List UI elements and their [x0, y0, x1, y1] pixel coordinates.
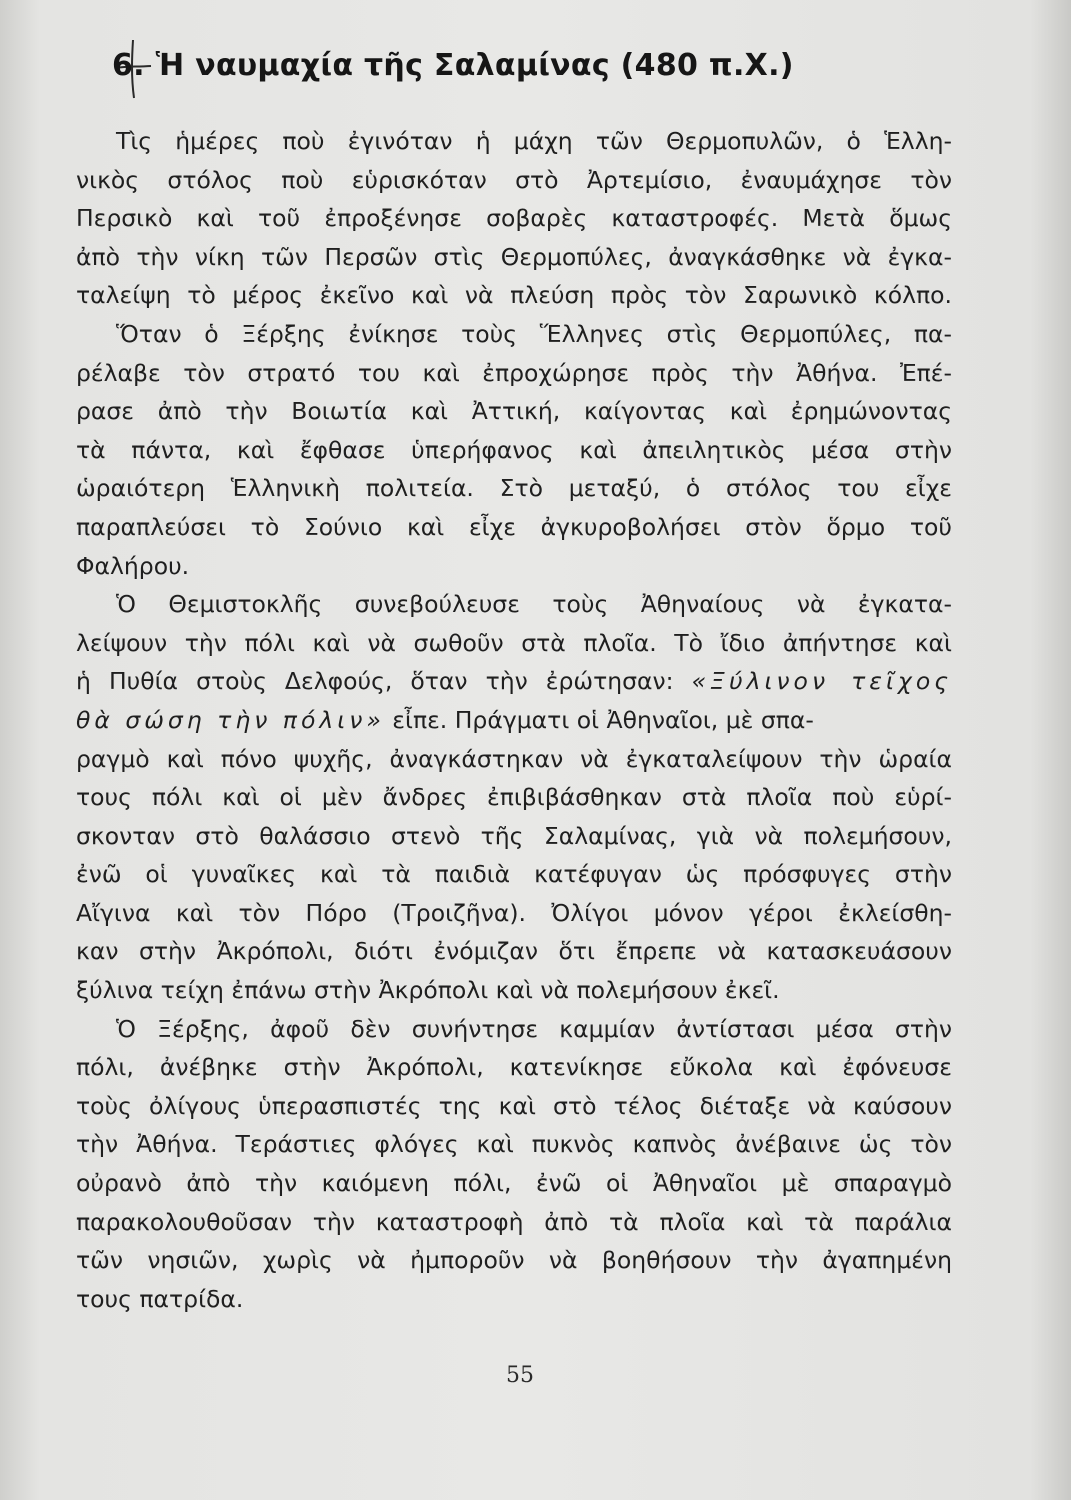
- text-line: ὡραιότερη Ἑλληνικὴ πολιτεία. Στὸ μεταξύ, ὁ στόλος του εἶχε: [76, 474, 952, 503]
- text-line: Τὶς ἡμέρες ποὺ ἐγινόταν ἡ μάχη τῶν Θερμοπυλῶν, ὁ Ἑλλη-: [116, 127, 952, 155]
- text-line: Ὅταν ὁ Ξέρξης ἐνίκησε τοὺς Ἕλληνες στὶς Θερμοπύλες, πα-: [116, 319, 952, 348]
- text-line: ἀπὸ τὴν νίκη τῶν Περσῶν στὶς Θερμοπύλες, ἀναγκάσθηκε νὰ ἐγκα-: [76, 242, 952, 271]
- text-line: Ὁ Θεμιστοκλῆς συνεβούλευσε τοὺς Ἀθηναίους νὰ ἐγκατα-: [116, 590, 952, 619]
- text-line: νικὸς στόλος ποὺ εὑρισκόταν στὸ Ἀρτεμίσιο, ἐναυμάχησε τὸν: [76, 165, 952, 194]
- text-fragment: ἡ Πυθία στοὺς Δελφούς, ὅταν τὴν ἐρώτησαν:: [76, 667, 674, 696]
- text-line: τὴν Ἀθήνα. Τεράστιες φλόγες καὶ πυκνὸς καπνὸς ἀνέβαινε ὡς τὸν: [76, 1130, 952, 1159]
- text-line: τους πατρίδα.: [76, 1284, 244, 1313]
- section-title: Ἡ ναυμαχία τῆς Σαλαμίνας (480 π.Χ.): [155, 48, 794, 83]
- oracle-quote-end: θὰ σώση τὴν πόλιν»: [76, 705, 385, 734]
- section-heading: [112, 48, 794, 83]
- text-line: τοὺς ὀλίγους ὑπερασπιστές της καὶ στὸ τέλος διέταξε νὰ καύσουν: [76, 1091, 952, 1120]
- text-line: ραγμὸ καὶ πόνο ψυχῆς, ἀναγκάστηκαν νὰ ἐγκαταλείψουν τὴν ὡραία: [76, 744, 952, 773]
- text-line: τὰ πάντα, καὶ ἔφθασε ὑπερήφανος καὶ ἀπειλητικὸς μέσα στὴν: [76, 435, 952, 464]
- text-line: πόλι, ἀνέβηκε στὴν Ἀκρόπολι, κατενίκησε εὔκολα καὶ ἐφόνευσε: [76, 1053, 952, 1082]
- text-line: Αἴγινα καὶ τὸν Πόρο (Τροιζῆνα). Ὀλίγοι μόνον γέροι ἐκλείσθη-: [76, 898, 952, 927]
- section-number: 6.: [112, 48, 145, 83]
- text-line: παραπλεύσει τὸ Σούνιο καὶ εἶχε ἀγκυροβολήσει στὸν ὅρμο τοῦ: [76, 512, 952, 541]
- text-line: σκονταν στὸ θαλάσσιο στενὸ τῆς Σαλαμίνας, γιὰ νὰ πολεμήσουν,: [76, 821, 952, 850]
- text-line: καν στὴν Ἀκρόπολι, διότι ἐνόμιζαν ὅτι ἔπρεπε νὰ κατασκευάσουν: [76, 937, 952, 966]
- text-line: Φαλήρου.: [76, 551, 190, 580]
- page-number: 55: [506, 1363, 534, 1388]
- body-text: [76, 122, 952, 1318]
- text-line: λείψουν τὴν πόλι καὶ νὰ σωθοῦν στὰ πλοῖα. Τὸ ἴδιο ἀπήντησε καὶ: [76, 628, 952, 657]
- text-fragment: εἶπε. Πράγματι οἱ Ἀθηναῖοι, μὲ σπα-: [384, 705, 814, 734]
- text-line: παρακολουθοῦσαν τὴν καταστροφὴ ἀπὸ τὰ πλοῖα καὶ τὰ παράλια: [76, 1207, 952, 1236]
- text-line: ρασε ἀπὸ τὴν Βοιωτία καὶ Ἀττική, καίγοντας καὶ ἐρημώνοντας: [76, 397, 952, 426]
- text-line: τῶν νησιῶν, χωρὶς νὰ ἠμποροῦν νὰ βοηθήσουν τὴν ἀγαπημένη: [76, 1246, 952, 1275]
- oracle-quote-start: «Ξύλινον τεῖχος: [691, 667, 952, 696]
- text-line: ξύλινα τείχη ἐπάνω στὴν Ἀκρόπολι καὶ νὰ πολεμήσουν ἐκεῖ.: [76, 976, 780, 1005]
- text-line: Ὁ Ξέρξης, ἀφοῦ δὲν συνήντησε καμμίαν ἀντίστασι μέσα στὴν: [116, 1014, 952, 1043]
- text-line: τους πόλι καὶ οἱ μὲν ἄνδρες ἐπιβιβάσθηκαν στὰ πλοῖα ποὺ εὑρί-: [76, 783, 952, 812]
- text-line: [76, 701, 952, 740]
- text-line: Περσικὸ καὶ τοῦ ἐπροξένησε σοβαρὲς καταστροφές. Μετὰ ὅμως: [76, 204, 952, 233]
- text-line: ρέλαβε τὸν στρατό του καὶ ἐπροχώρησε πρὸς τὴν Ἀθήνα. Ἐπέ-: [76, 358, 952, 387]
- text-line: οὐρανὸ ἀπὸ τὴν καιόμενη πόλι, ἐνῶ οἱ Ἀθηναῖοι μὲ σπαραγμὸ: [76, 1169, 952, 1198]
- text-line: ταλείψη τὸ μέρος ἐκεῖνο καὶ νὰ πλεύση πρὸς τὸν Σαρωνικὸ κόλπο.: [76, 281, 952, 310]
- text-line: [76, 662, 952, 701]
- text-line: ἐνῶ οἱ γυναῖκες καὶ τὰ παιδιὰ κατέφυγαν ὡς πρόσφυγες στὴν: [76, 860, 952, 889]
